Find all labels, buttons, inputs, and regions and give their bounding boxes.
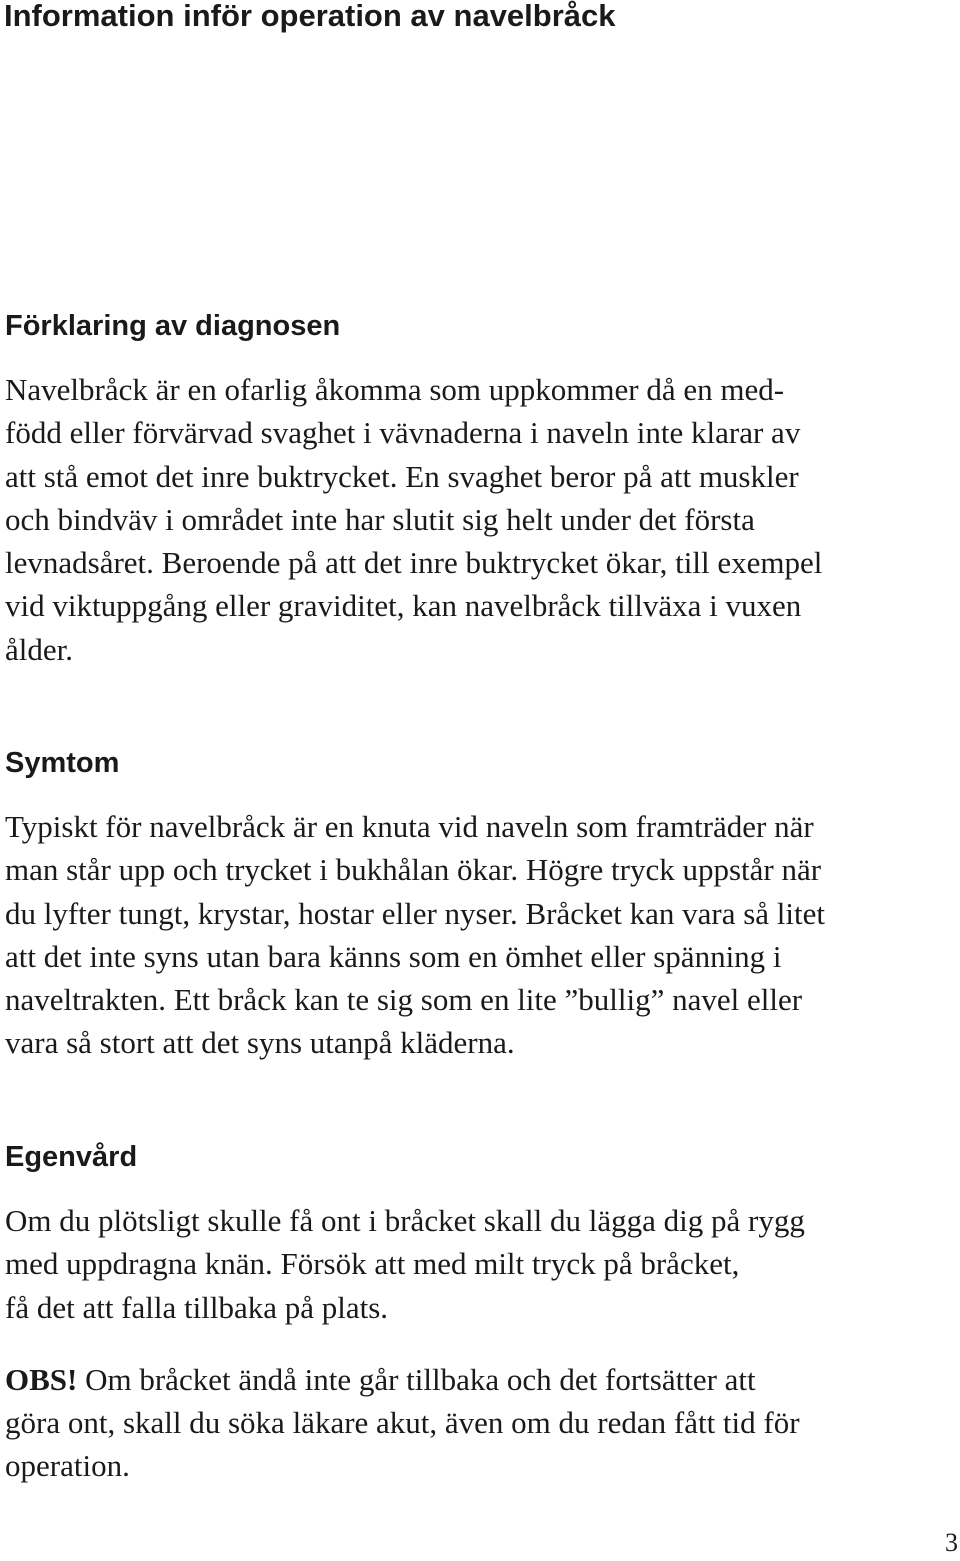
text-line: vid viktuppgång eller graviditet, kan navelbråck tillväxa i vuxen: [5, 588, 802, 624]
text-line: du lyfter tungt, krystar, hostar eller nyser. Bråcket kan vara så litet: [5, 895, 825, 931]
paragraph-obs: [5, 1358, 960, 1488]
text-line: född eller förvärvad svaghet i vävnaderna i naveln inte klarar av: [5, 415, 801, 451]
text-line: naveltrakten. Ett bråck kan te sig som en lite ”bullig” navel eller: [5, 982, 803, 1018]
obs-label: OBS!: [5, 1361, 78, 1397]
section-heading-selfcare: Egenvård: [5, 1141, 138, 1173]
section-symptoms: [5, 743, 960, 1065]
paragraph-diagnosis: [5, 368, 960, 671]
text-line: och bindväv i området inte har slutit sig helt under det första: [5, 501, 755, 537]
text-line: Navelbråck är en ofarlig åkomma som uppkommer då en med-: [5, 372, 785, 407]
text-line: att det inte syns utan bara känns som en ömhet eller spänning i: [5, 938, 782, 974]
text-line: [5, 1358, 960, 1401]
page-title: Information inför operation av navelbråck: [4, 0, 616, 33]
section-heading-diagnosis: Förklaring av diagnosen: [5, 310, 341, 342]
text-line: med uppdragna knän. Försök att med milt tryck på bråcket,: [5, 1246, 740, 1282]
paragraph-symptoms: [5, 805, 960, 1065]
text-line: operation.: [5, 1448, 130, 1484]
obs-text: Om bråcket ändå inte går tillbaka och det fortsätter att: [77, 1361, 756, 1397]
page-number: 3: [945, 1528, 958, 1557]
paragraph-selfcare: [5, 1199, 960, 1329]
text-line: göra ont, skall du söka läkare akut, även om du redan fått tid för: [5, 1405, 800, 1441]
section-diagnosis: [5, 306, 960, 671]
text-line: att stå emot det inre buktrycket. En svaghet beror på att muskler: [5, 458, 799, 494]
text-line: levnadsåret. Beroende på att det inre buktrycket ökar, till exempel: [5, 545, 823, 581]
text-line: Typiskt för navelbråck är en knuta vid naveln som framträder när: [5, 809, 814, 844]
text-line: Om du plötsligt skulle få ont i bråcket skall du lägga dig på rygg: [5, 1203, 805, 1238]
text-line: man står upp och trycket i bukhålan ökar. Högre tryck uppstår när: [5, 852, 822, 888]
text-line: få det att falla tillbaka på plats.: [5, 1289, 389, 1325]
text-line: vara så stort att det syns utanpå kläderna.: [5, 1025, 515, 1061]
text-line: ålder.: [5, 631, 73, 667]
section-selfcare: [5, 1137, 960, 1488]
section-heading-symptoms: Symtom: [5, 747, 120, 779]
